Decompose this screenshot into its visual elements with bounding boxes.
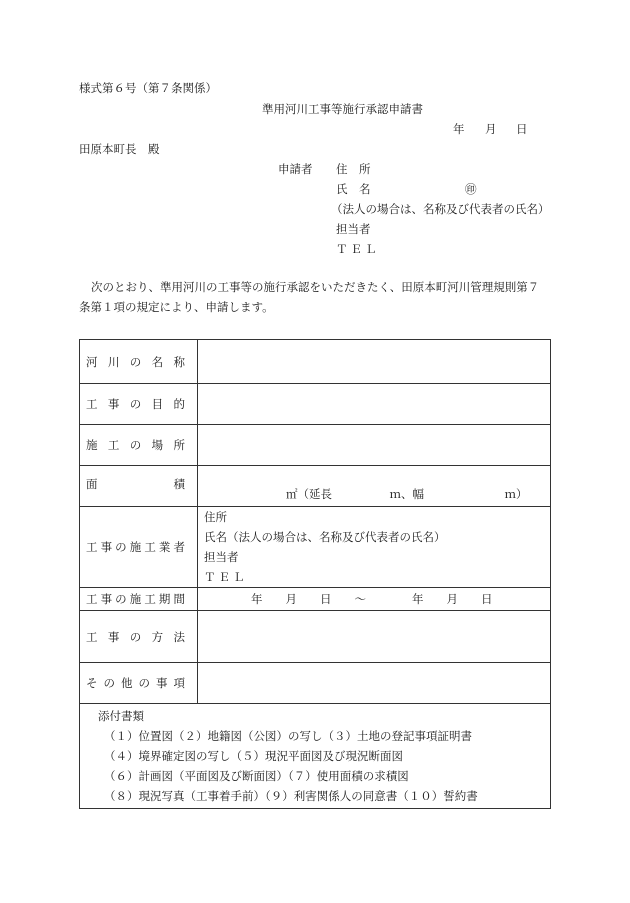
applicant-corp-note: （法人の場合は、名称及び代表者の氏名） (331, 202, 550, 216)
purpose-label: 工事の目的 (86, 397, 185, 411)
page-title: 準用河川工事等施行承認申請書 (262, 102, 423, 116)
period-label: 工事の施工期間 (86, 592, 185, 606)
purpose-field[interactable] (198, 384, 551, 425)
row-other (80, 663, 551, 704)
applicant-label: 申請者 (278, 162, 313, 176)
body-text-line-1: 次のとおり、準用河川の工事等の施行承認をいただきたく、田原本町河川管理規則第７ (91, 280, 540, 294)
attachment-line: （４）境界確定図の写し（５）現況平面図及び現況断面図 (104, 749, 403, 763)
attachments-title: 添付書類 (98, 709, 144, 723)
attachment-line: （１）位置図（２）地籍図（公図）の写し（３）土地の登記事項証明書 (104, 729, 472, 743)
river-name-field[interactable] (198, 340, 551, 384)
body-text-line-2: 条第１項の規定により、申請します。 (79, 300, 274, 314)
addressee: 田原本町長 殿 (79, 142, 160, 156)
date-day-label: 日 (516, 122, 528, 136)
applicant-name-label: 氏 名 (336, 182, 371, 196)
contractor-name-label: 氏名（法人の場合は、名称及び代表者の氏名） (204, 530, 446, 544)
row-river-name (80, 340, 551, 384)
date-year-label: 年 (453, 122, 465, 136)
method-field[interactable] (198, 611, 551, 663)
contractor-label: 工事の施工業者 (86, 540, 185, 554)
contractor-contact-label: 担当者 (204, 550, 239, 564)
contractor-field[interactable] (198, 507, 551, 588)
attachment-line: （６）計画図（平面図及び断面図）（７）使用面積の求積図 (104, 769, 409, 783)
area-field[interactable] (198, 466, 551, 507)
row-method (80, 611, 551, 663)
other-label: その他の事項 (86, 676, 185, 690)
area-label-1: 面 (86, 477, 98, 491)
applicant-contact-label: 担当者 (336, 222, 371, 236)
row-place (80, 425, 551, 466)
place-label: 施工の場所 (86, 438, 185, 452)
period-value: 年 月 日 ～ 年 月 日 (251, 592, 493, 606)
contractor-address-label: 住所 (204, 510, 227, 524)
row-attachments (80, 704, 551, 809)
contractor-tel-label: ＴＥＬ (204, 570, 248, 584)
application-form-table (79, 339, 551, 809)
row-period (80, 588, 551, 611)
other-field[interactable] (198, 663, 551, 704)
attachment-line: （８）現況写真（工事着手前）（９）利害関係人の同意書（１０）誓約書 (104, 789, 478, 803)
river-name-label: 河川の名称 (86, 354, 185, 369)
row-area (80, 466, 551, 507)
area-label-2: 積 (173, 477, 185, 491)
method-label: 工事の方法 (86, 629, 185, 644)
row-contractor (80, 507, 551, 588)
period-field[interactable] (198, 588, 551, 611)
area-value: ㎡（延長 ｍ、幅 ｍ） (286, 487, 528, 501)
applicant-address-label: 住 所 (336, 162, 371, 176)
applicant-tel-label: ＴＥＬ (336, 242, 380, 256)
date-month-label: 月 (485, 122, 497, 136)
row-purpose (80, 384, 551, 425)
seal-mark: ㊞ (465, 182, 477, 196)
place-field[interactable] (198, 425, 551, 466)
form-number: 様式第６号（第７条関係） (79, 81, 217, 95)
attachments-cell (80, 704, 551, 809)
